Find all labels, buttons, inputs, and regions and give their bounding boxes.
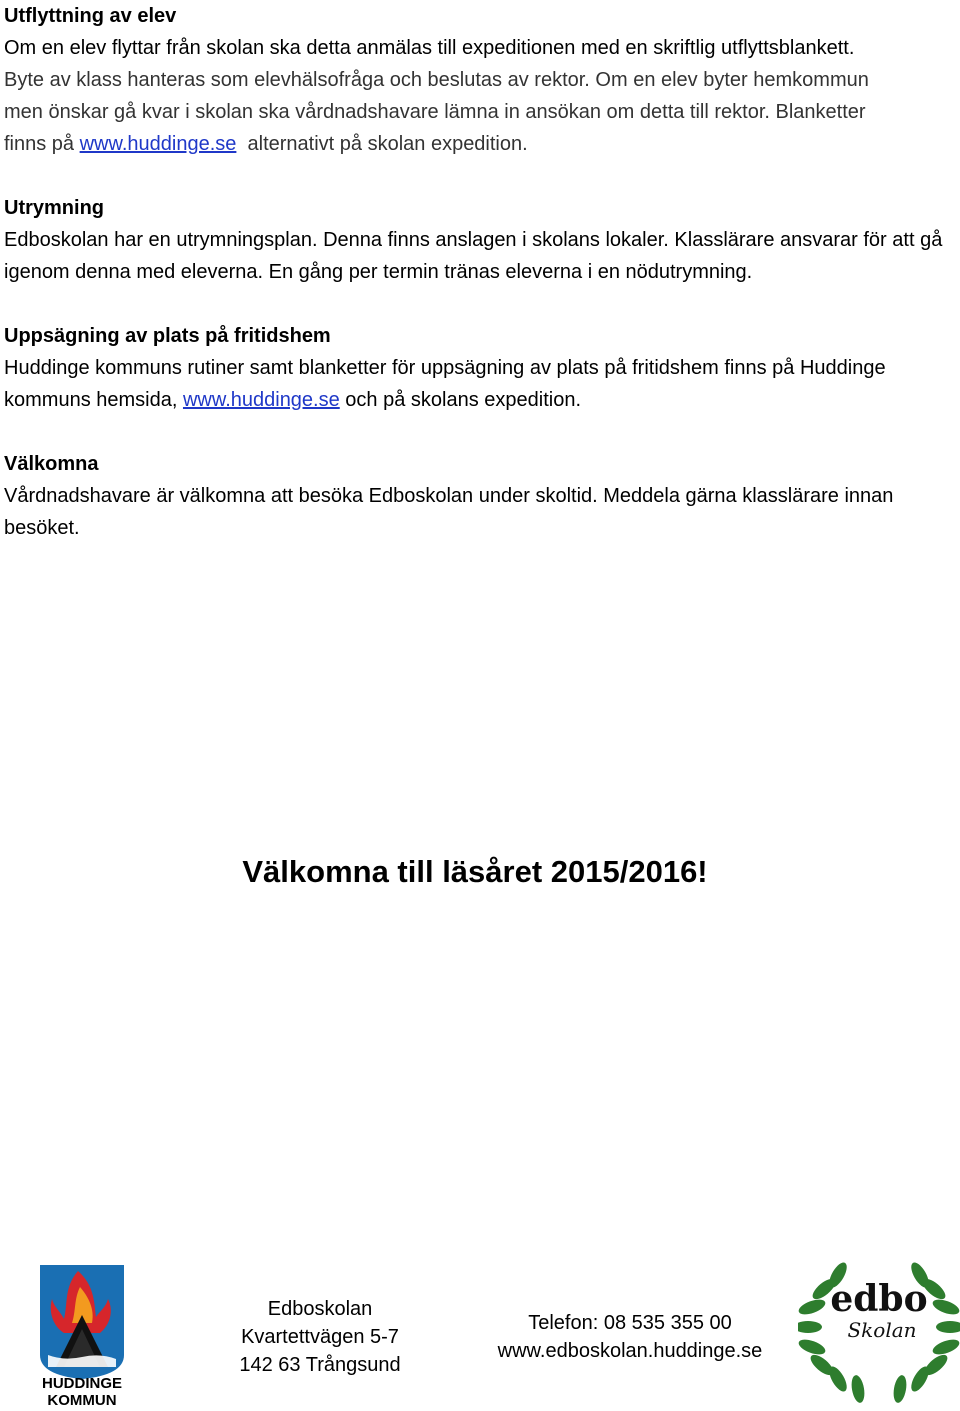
section-uppsagning <box>4 320 954 416</box>
section-title-utflyttning: Utflyttning av elev <box>4 5 177 27</box>
edboskolan-laurel-logo <box>798 1255 960 1405</box>
document-body <box>4 0 954 544</box>
huddinge-kommun-logo <box>34 1263 130 1407</box>
logo-text-edbo: edbo <box>830 1278 928 1320</box>
school-name: Edboskolan <box>267 1298 373 1320</box>
huddinge-link[interactable]: www.huddinge.se <box>182 389 340 411</box>
school-contact <box>470 1309 790 1365</box>
text-fragment: och på skolans expedition. <box>339 389 582 411</box>
text-fragment: finns på <box>4 133 80 155</box>
spacer <box>4 160 954 192</box>
section-title-uppsagning: Uppsägning av plats på fritidshem <box>4 325 331 347</box>
text-fragment: alternativt på skolan expedition. <box>236 133 528 155</box>
spacer <box>4 288 954 320</box>
section-body-valkomna: Vårdnadshavare är välkomna att besöka Edboskolan under skoltid. Meddela gärna klasslärare innan besöket. <box>4 485 894 539</box>
footer <box>0 1255 960 1411</box>
postal-city: 142 63 Trångsund <box>239 1354 401 1376</box>
paragraph-line: Byte av klass hanteras som elevhälsofråga och beslutas av rektor. Om en elev byter hemkommun <box>4 69 869 91</box>
huddinge-link[interactable]: www.huddinge.se <box>79 133 237 155</box>
section-utflyttning <box>4 0 954 160</box>
spacer <box>4 416 954 448</box>
school-address <box>200 1295 440 1379</box>
section-title-utrymning: Utrymning <box>4 197 104 219</box>
section-utrymning <box>4 192 954 288</box>
paragraph-line: men önskar gå kvar i skolan ska vårdnadshavare lämna in ansökan om detta till rektor. Blanketter <box>4 101 866 123</box>
school-website: www.edboskolan.huddinge.se <box>497 1340 763 1362</box>
phone-number: Telefon: 08 535 355 00 <box>528 1312 732 1334</box>
text-fragment: Huddinge kommuns rutiner samt blanketter för uppsägning av plats på fritidshem finns på Huddinge kommuns hemsida, <box>4 357 886 411</box>
logo-text-huddinge: HUDDINGE <box>41 1375 123 1392</box>
welcome-heading: Välkomna till läsåret 2015/2016! <box>242 854 708 889</box>
section-valkomna <box>4 448 954 544</box>
paragraph-line: Om en elev flyttar från skolan ska detta anmälas till expeditionen med en skriftlig utflyttsblankett. <box>4 37 855 59</box>
street-address: Kvartettvägen 5-7 <box>241 1326 399 1348</box>
logo-text-skolan: Skolan <box>847 1318 917 1342</box>
section-title-valkomna: Välkomna <box>4 453 99 475</box>
logo-text-kommun: KOMMUN <box>47 1392 117 1407</box>
section-body-uppsagning <box>4 352 954 416</box>
paragraph-line <box>4 128 954 160</box>
section-body-utrymning: Edboskolan har en utrymningsplan. Denna finns anslagen i skolans lokaler. Klasslärare ansvarar för att gå igenom denna med eleverna. En gång per termin tränas eleverna i en nödutrymning. <box>4 229 943 283</box>
